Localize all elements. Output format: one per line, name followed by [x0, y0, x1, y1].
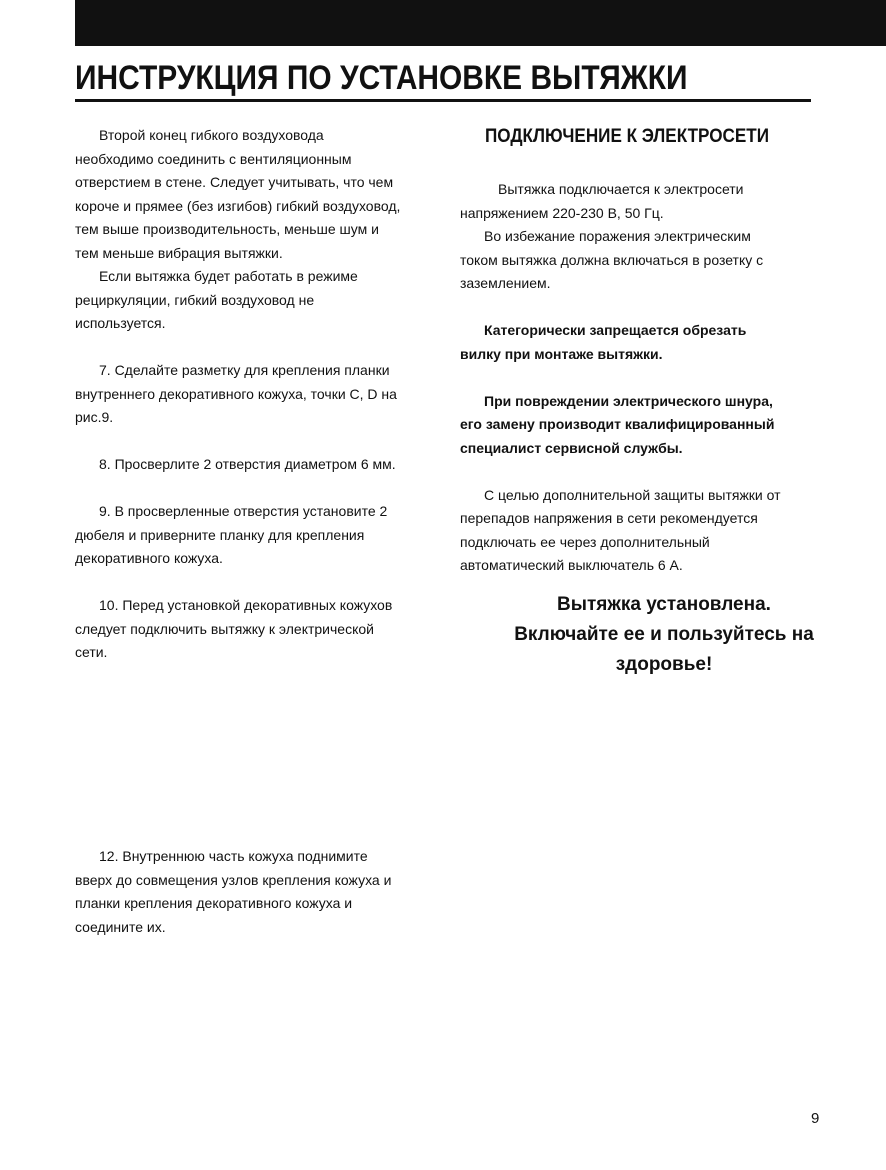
text-line: вилку при монтаже вытяжки. — [460, 345, 663, 362]
page-number: 9 — [811, 1110, 820, 1127]
grounding-paragraph — [460, 225, 820, 296]
text-line: 8. Просверлите 2 отверстия диаметром 6 мм. — [99, 456, 396, 472]
right-column — [460, 124, 820, 680]
text-line: его замену производит квалифицированный — [460, 416, 775, 432]
text-line: следует подключить вытяжку к электрической — [75, 620, 374, 637]
text-line: отверстием в стене. Следует учитывать, что чем — [75, 174, 394, 190]
text-line: током вытяжка должна включаться в розетку с — [460, 251, 764, 268]
text-line: планки крепления декоративного кожуха и — [75, 895, 353, 911]
intro-paragraph — [75, 124, 435, 265]
closing-message — [460, 590, 840, 680]
text-line: С целью дополнительной защиты вытяжки от — [484, 486, 781, 503]
text-line: соедините их. — [75, 918, 166, 935]
text-line: используется. — [75, 315, 166, 331]
text-line: 12. Внутреннюю часть кожуха поднимите — [99, 848, 368, 864]
text-line: 10. Перед установкой декоративных кожухов — [99, 597, 393, 613]
text-line: Вытяжка установлена. — [557, 593, 771, 615]
text-line: Во избежание поражения электрическим — [484, 228, 751, 244]
text-line: Если вытяжка будет работать в режиме — [99, 268, 358, 284]
step-8 — [75, 453, 435, 477]
header-bar — [75, 0, 886, 46]
text-line: При повреждении электрического шнура, — [484, 392, 773, 409]
title-divider — [75, 99, 811, 102]
cord-warning — [460, 390, 820, 461]
text-line: Категорически запрещается обрезать — [484, 322, 747, 338]
text-line: Второй конец гибкого воздуховода — [99, 127, 324, 143]
text-line: перепадов напряжения в сети рекомендуется — [460, 510, 758, 526]
text-line: рециркуляции, гибкий воздуховод не — [75, 291, 315, 308]
step-12 — [75, 845, 435, 939]
text-line: здоровье! — [615, 653, 713, 675]
text-line: подключать ее через дополнительный — [460, 533, 710, 550]
step-10 — [75, 594, 435, 665]
text-line: специалист сервисной службы. — [460, 439, 683, 456]
protection-paragraph — [460, 484, 820, 578]
text-line: напряжением 220-230 В, 50 Гц. — [460, 204, 664, 221]
text-line: тем выше производительность, меньше шум и — [75, 221, 379, 237]
text-line: короче и прямее (без изгибов) гибкий воздуховод, — [75, 197, 401, 214]
text-line: заземлением. — [460, 275, 551, 291]
text-line: внутреннего декоративного кожуха, точки С, D на — [75, 385, 397, 402]
step-9 — [75, 500, 435, 571]
text-line: автоматический выключатель 6 А. — [460, 557, 683, 573]
step-7 — [75, 359, 435, 430]
plug-warning — [460, 319, 820, 366]
page-title: ИНСТРУКЦИЯ ПО УСТАНОВКЕ ВЫТЯЖКИ — [75, 59, 688, 97]
text-line: декоративного кожуха. — [75, 550, 223, 566]
text-line: Вытяжка подключается к электросети — [498, 181, 744, 197]
recirculation-paragraph — [75, 265, 435, 336]
text-line: необходимо соединить с вентиляционным — [75, 150, 352, 167]
text-line: 7. Сделайте разметку для крепления планки — [99, 362, 390, 378]
left-column — [75, 124, 435, 665]
text-line: вверх до совмещения узлов крепления кожуха и — [75, 871, 392, 888]
text-line: дюбеля и приверните планку для крепления — [75, 526, 365, 543]
text-line: рис.9. — [75, 409, 114, 425]
text-line: сети. — [75, 644, 108, 660]
text-line: тем меньше вибрация вытяжки. — [75, 244, 283, 261]
text-line: 9. В просверленные отверстия установите 2 — [99, 503, 388, 519]
section-heading: ПОДКЛЮЧЕНИЕ К ЭЛЕКТРОСЕТИ — [485, 126, 770, 147]
power-paragraph — [460, 178, 820, 225]
text-line: Включайте ее и пользуйтесь на — [514, 623, 814, 645]
